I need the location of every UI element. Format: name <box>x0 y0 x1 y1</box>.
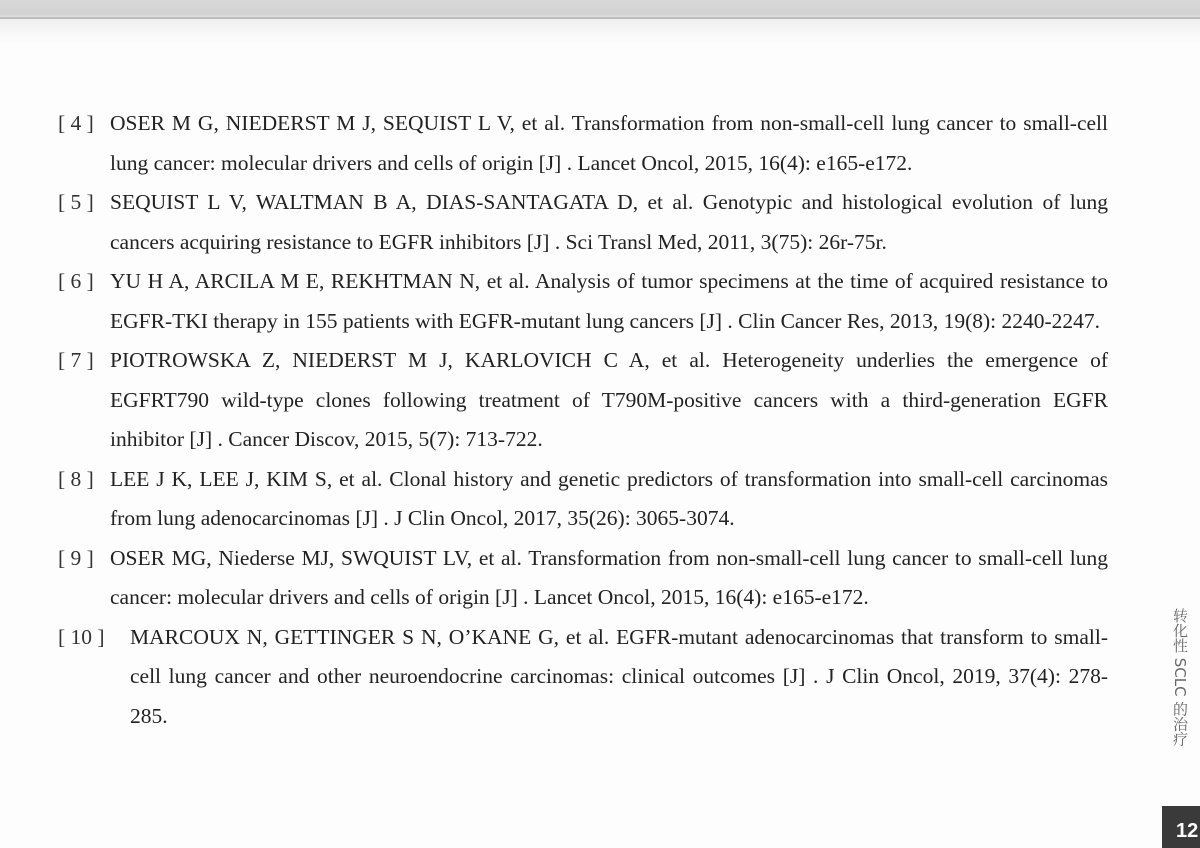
reference-number: [ 10 ] <box>58 624 105 649</box>
reference-text: PIOTROWSKA Z, NIEDERST M J, KARLOVICH C A, et al. Heterogeneity underlies the emergence of EGFRT790 wild-type clones following treatment of T790M-positive cancers with a third-generation EGFR inhibitor [J] . Cancer Discov, 2015, 5(7): 713-722. <box>110 348 1108 451</box>
reference-number: [ 8 ] <box>58 466 94 491</box>
reference-text: MARCOUX N, GETTINGER S N, O’KANE G, et al. EGFR-mutant adenocarcinomas that transform to small-cell lung cancer and other neuroendocrine carcinomas: clinical outcomes [J] . J Clin Oncol, 2019, 37(4): 278-285. <box>130 624 1108 728</box>
reference-item <box>58 618 1108 737</box>
reference-list <box>58 104 1108 736</box>
reference-text: SEQUIST L V, WALTMAN B A, DIAS-SANTAGATA D, et al. Genotypic and histological evolution of lung cancers acquiring resistance to EGFR inhibitors [J] . Sci Transl Med, 2011, 3(75): 26r-75r. <box>110 190 1108 254</box>
reference-text: OSER MG, Niederse MJ, SWQUIST LV, et al. Transformation from non-small-cell lung cancer to small-cell lung cancer: molecular drivers and cells of origin [J] . Lancet Oncol, 2015, 16(4): e165-e172. <box>110 545 1108 609</box>
reference-number: [ 6 ] <box>58 269 94 293</box>
reference-text: LEE J K, LEE J, KIM S, et al. Clonal history and genetic predictors of transformation into small-cell carcinomas from lung adenocarcinomas [J] . J Clin Oncol, 2017, 35(26): 3065-3074. <box>110 466 1108 530</box>
page-top-shadow <box>0 0 1200 44</box>
reference-item <box>58 341 1108 460</box>
page-number-tab: 12 <box>1162 806 1200 848</box>
reference-number: [ 5 ] <box>58 190 94 214</box>
reference-number: [ 4 ] <box>58 111 94 135</box>
reference-text: YU H A, ARCILA M E, REKHTMAN N, et al. Analysis of tumor specimens at the time of acquired resistance to EGFR-TKI therapy in 155 patients with EGFR-mutant lung cancers [J] . Clin Cancer Res, 2013, 19(8): 2240-2247. <box>110 269 1108 333</box>
reference-text: OSER M G, NIEDERST M J, SEQUIST L V, et al. Transformation from non-small-cell lung cancer to small-cell lung cancer: molecular drivers and cells of origin [J] . Lancet Oncol, 2015, 16(4): e165-e172. <box>110 111 1108 175</box>
reference-number: [ 9 ] <box>58 545 94 570</box>
reference-item <box>58 539 1108 618</box>
reference-item <box>58 460 1108 539</box>
reference-item <box>58 183 1108 262</box>
page-top-edge <box>0 17 1200 19</box>
reference-item <box>58 104 1108 183</box>
running-side-label: 转化性 SCLC 的治疗 <box>1171 608 1189 747</box>
reference-number: [ 7 ] <box>58 348 94 372</box>
reference-item <box>58 262 1108 341</box>
